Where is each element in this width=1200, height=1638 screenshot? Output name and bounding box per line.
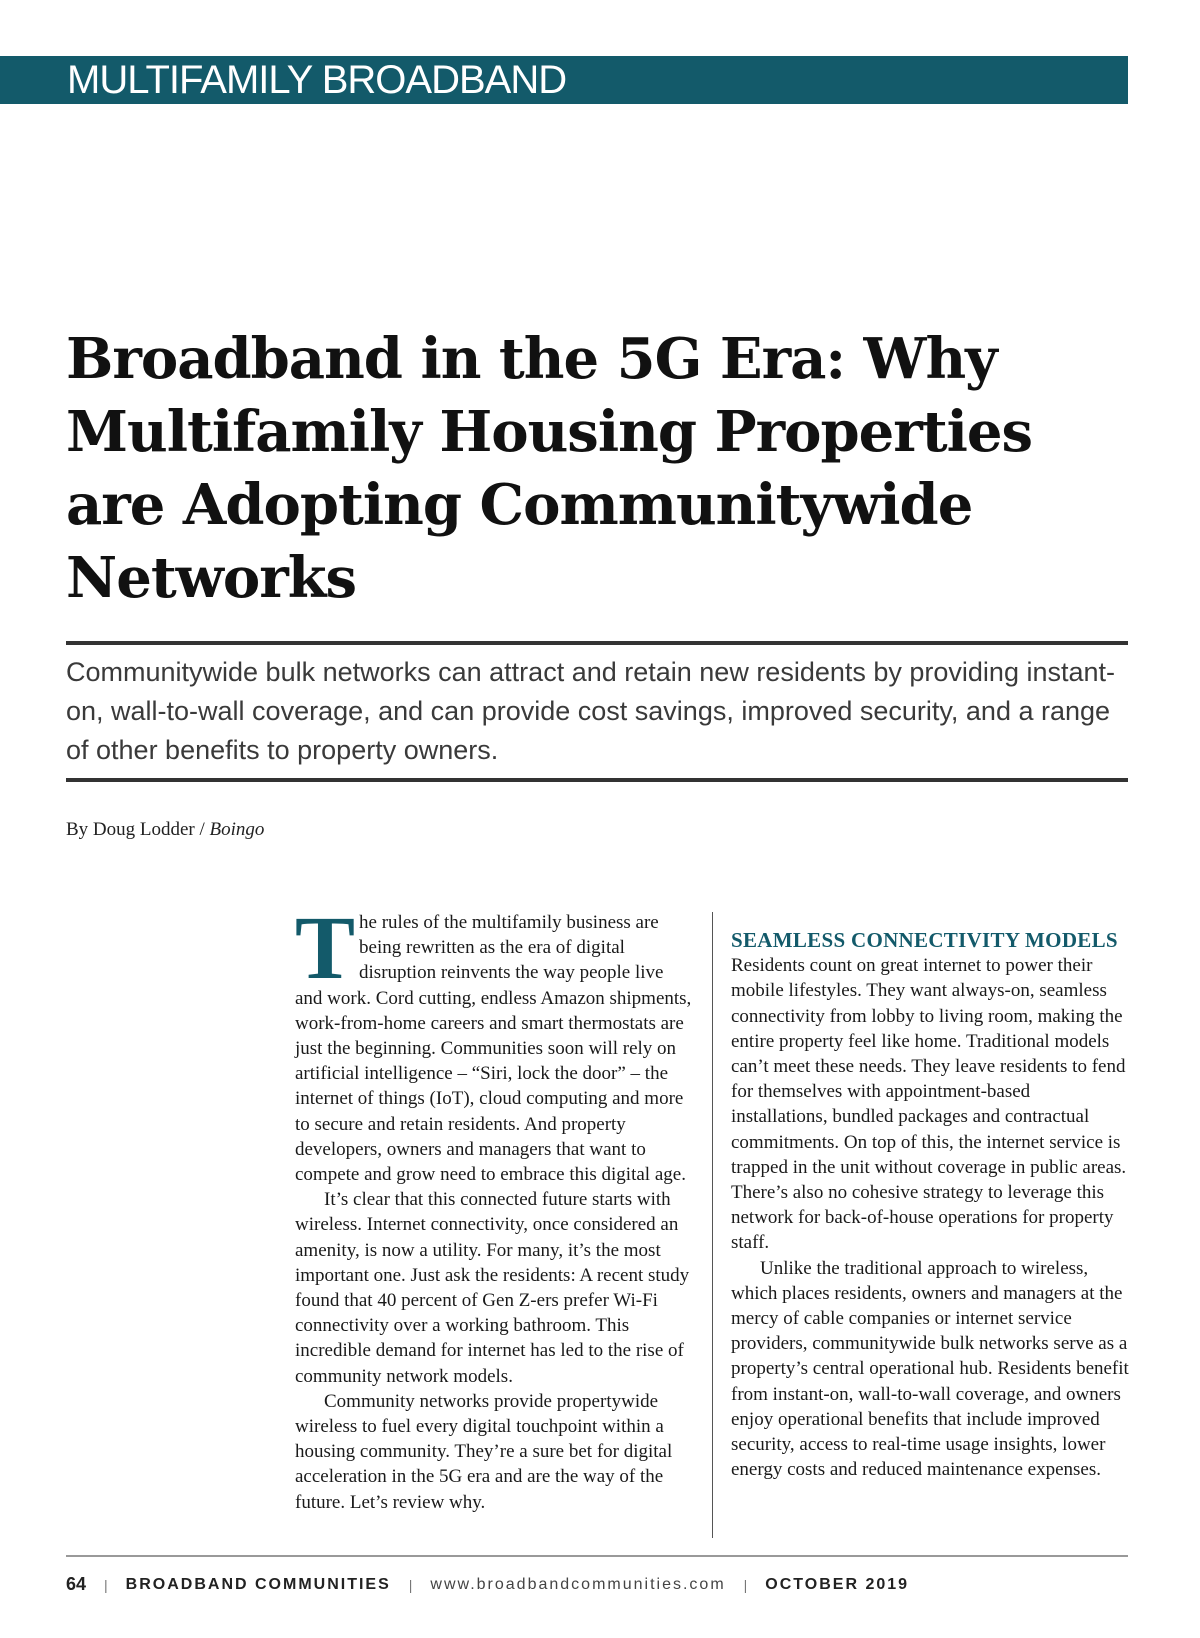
body-paragraph-5: Unlike the traditional approach to wireless, which places residents, owners and managers at the mercy of cable companies or internet service providers, communitywide bulk networks serve as a property’s central operational hub. Residents benefit from instant-on, wall-to-wall coverage, and owners enjoy operational benefits that include improved security, access to real-time usage insights, lower energy costs and reduced maintenance expenses. — [731, 1257, 1129, 1481]
publication-url: www.broadbandcommunities.com — [430, 1575, 726, 1593]
footer-separator: | — [743, 1576, 748, 1593]
body-paragraph-2: It’s clear that this connected future starts with wireless. Internet connectivity, once considered an amenity, is now a utility. For many, it’s the most important one. Just ask the residents: A recent study found that 40 percent of Gen Z-ers prefer Wi-Fi connectivity over a working bathroom. This incredible demand for internet has led to the rise of community network models. — [295, 1189, 690, 1387]
deck-divider — [66, 778, 1128, 782]
article-headline: Broadband in the 5G Era: Why Multifamily Housing Properties are Adopting Communitywide Networks — [66, 326, 1033, 611]
body-column-left — [295, 899, 693, 1515]
footer-divider — [66, 1555, 1128, 1557]
column-divider — [712, 912, 713, 1538]
footer-separator: | — [408, 1576, 413, 1593]
byline — [66, 819, 264, 841]
section-subhead: SEAMLESS CONNECTIVITY MODELS — [731, 928, 1118, 952]
article-deck: Communitywide bulk networks can attract and retain new residents by providing instant-on, wall-to-wall coverage, and can provide cost savings, improved security, and a range of other benefits to property owners. — [66, 657, 1116, 765]
issue-date: OCTOBER 2019 — [765, 1575, 910, 1593]
footer-separator: | — [104, 1576, 108, 1593]
body-paragraph-1-text: he rules of the multifamily business are being rewritten as the era of digital disruption reinvents the way people live and work. Cord cutting, endless Amazon shipments, work-from-home careers and smart thermostats are just the beginning. Communities soon will rely on artificial intelligence – “Siri, lock the door” – the internet of things (IoT), cloud computing and more to secure and retain residents. And property developers, owners and managers that want to compete and grow need to embrace this digital age. — [295, 912, 692, 1186]
body-paragraph-1 — [295, 899, 693, 1187]
publication-name: BROADBAND COMMUNITIES — [125, 1575, 391, 1593]
drop-cap: T — [295, 899, 356, 998]
page-number: 64 — [66, 1574, 87, 1594]
headline-divider — [66, 641, 1128, 645]
section-label: MULTIFAMILY BROADBAND — [67, 58, 567, 102]
byline-author: By Doug Lodder / — [66, 819, 210, 840]
body-paragraph-3: Community networks provide propertywide wireless to fuel every digital touchpoint within a housing community. They’re a sure bet for digital acceleration in the 5G era and are the way of the future. Let’s review why. — [295, 1390, 673, 1513]
body-paragraph-4: Residents count on great internet to power their mobile lifestyles. They want always-on, seamless connectivity from lobby to living room, making the entire property feel like home. Traditional models can’t meet these needs. They leave residents to fend for themselves with appointment-based installations, bundled packages and contractual commitments. On top of this, the internet service is trapped in the unit without coverage in public areas. There’s also no cohesive strategy to leverage this network for back-of-house operations for property staff. — [731, 955, 1127, 1254]
page-footer — [66, 1574, 909, 1595]
body-column-right — [731, 910, 1131, 1482]
byline-company: Boingo — [209, 819, 265, 840]
section-banner — [0, 56, 1128, 104]
